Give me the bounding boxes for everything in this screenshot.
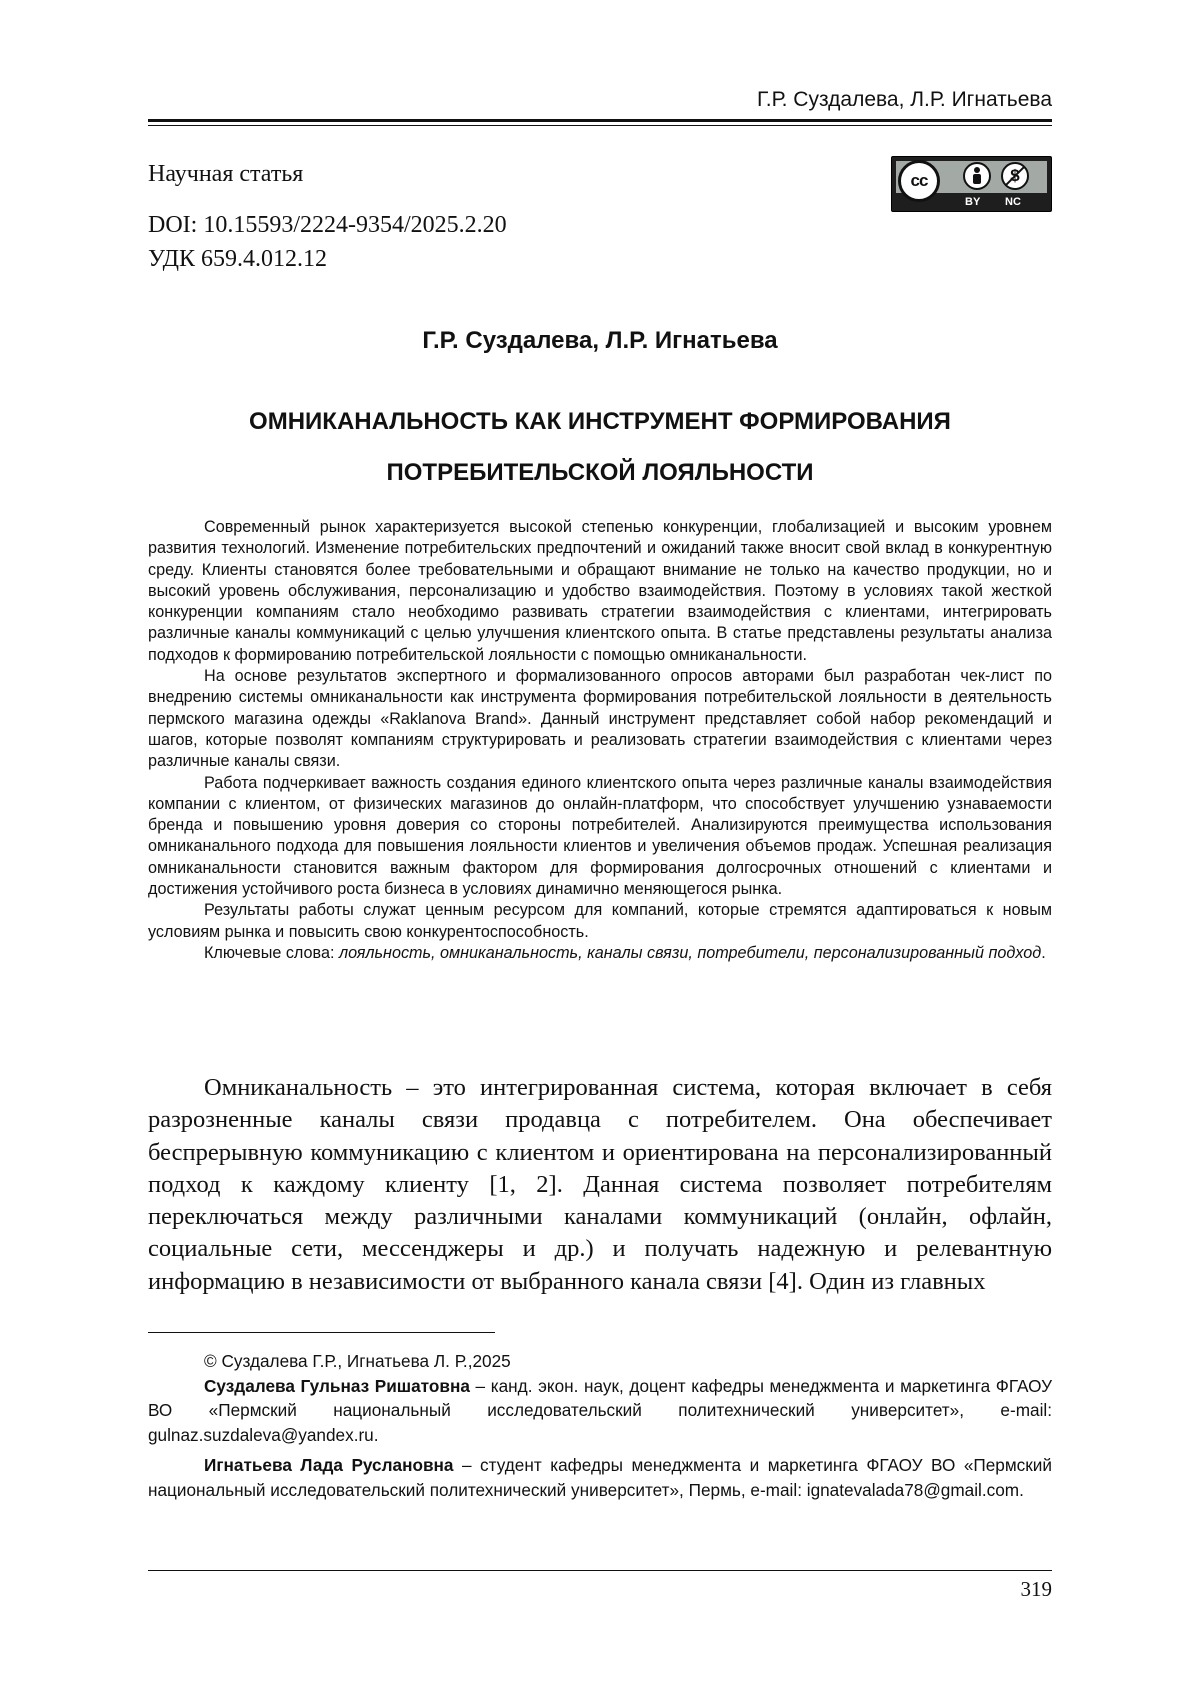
abstract-paragraph: Работа подчеркивает важность создания единого клиентского опыта через различные каналы взаимодействия компании с клиентом, от физических магазинов до онлайн-платформ, что способствует улучшению узнаваемости бренда и повышению уровня доверия со стороны потребителей. Анализируются преимущества использования омниканального подхода для повышения лояльности клиентов и увеличения объемов продаж. Успешная реализация омниканальности становится важным фактором для формирования долгосрочных отношений с клиентами и достижения устойчивого роста бизнеса в условиях динамично меняющегося рынка. bbox=[148, 773, 1052, 901]
abstract-paragraph: Современный рынок характеризуется высокой степенью конкуренции, глобализацией и высоким уровнем развития технологий. Изменение потребительских предпочтений и ожиданий также вносит свой вклад в конкурентную среду. Клиенты становятся более требовательными и обращают внимание не только на качество продукции, но и высокий уровень обслуживания, персонализацию и удобство взаимодействия. Поэтому в условиях такой жесткой конкуренции компаниям стало необходимо развивать стратегии взаимодействия с клиентами, интегрировать различные каналы коммуникаций с целью улучшения клиентского опыта. В статье представлены результаты анализа подходов к формированию потребительской лояльности с помощью омниканальности. bbox=[148, 517, 1052, 666]
article-title: ОМНИКАНАЛЬНОСТЬ КАК ИНСТРУМЕНТ ФОРМИРОВАНИЯ ПОТРЕБИТЕЛЬСКОЙ ЛОЯЛЬНОСТИ bbox=[148, 396, 1052, 498]
footer-rule bbox=[148, 1570, 1052, 1571]
author-2-info: – студент кафедры менеджмента и маркетинга ФГАОУ ВО «Пермский национальный исследовательский политехнический университет», Пермь, e-mail: ignatevalada78@gmail.com. bbox=[148, 1455, 1052, 1500]
cc-license-badge bbox=[891, 156, 1052, 212]
article-type: Научная статья bbox=[148, 160, 303, 188]
copyright-note: © Суздалева Г.Р., Игнатьева Л. Р.,2025 bbox=[148, 1349, 1052, 1374]
footnote-rule bbox=[148, 1332, 495, 1333]
author-note-1 bbox=[148, 1374, 1052, 1448]
running-header-text: Г.Р. Суздалева, Л.Р. Игнатьева bbox=[757, 88, 1052, 112]
keywords-label: Ключевые слова: bbox=[204, 944, 334, 962]
author-1-name: Суздалева Гульназ Ришатовна bbox=[204, 1376, 470, 1396]
header-rule-thick bbox=[148, 119, 1052, 122]
author-1-info: – канд. экон. наук, доцент кафедры менеджмента и маркетинга ФГАОУ ВО «Пермский национальный исследовательский политехнический университет», e-mail: gulnaz.suzdaleva@yandex.ru. bbox=[148, 1376, 1052, 1445]
author-2-name: Игнатьева Лада Руслановна bbox=[204, 1455, 453, 1475]
author-note-2 bbox=[148, 1453, 1052, 1502]
cc-icon bbox=[898, 160, 940, 202]
person-head bbox=[974, 167, 980, 173]
footnotes bbox=[148, 1349, 1052, 1503]
header-rule-thin bbox=[148, 125, 1052, 126]
page-number: 319 bbox=[1021, 1577, 1053, 1602]
body-paragraph: Омниканальность – это интегрированная система, которая включает в себя разрозненные каналы связи продавца с потребителем. Она обеспечивает беспрерывную коммуникацию с клиентом и ориентирована на персонализированный подход к каждому клиенту [1, 2]. Данная система позволяет потребителям переключаться между различными каналами коммуникаций (онлайн, офлайн, социальные сети, мессенджеры и др.) и получать надежную и релевантную информацию в независимости от выбранного канала связи [4]. Один из главных bbox=[148, 1072, 1052, 1298]
keywords-list: лояльность, омниканальность, каналы связи, потребители, персонализированный подход bbox=[339, 944, 1041, 962]
keywords: Ключевые слова: лояльность, омниканальность, каналы связи, потребители, персонализированный подход. bbox=[148, 943, 1052, 964]
journal-page bbox=[0, 0, 1200, 1705]
person-body bbox=[973, 174, 981, 184]
abstract-paragraph: Результаты работы служат ценным ресурсом для компаний, которые стремятся адаптироваться к новым условиям рынка и повысить свою конкурентоспособность. bbox=[148, 900, 1052, 943]
abstract-paragraph: На основе результатов экспертного и формализованного опросов авторами был разработан чек-лист по внедрению системы омниканальности как инструмента формирования потребительской лояльности в деятельность пермского магазина одежды «Raklanova Brand». Данный инструмент представляет собой набор рекомендаций и шагов, которые позволят компаниям структурировать и реализовать стратегии взаимодействия с клиентами через различные каналы связи. bbox=[148, 666, 1052, 772]
abstract bbox=[148, 517, 1052, 964]
body-text bbox=[148, 1072, 1052, 1298]
noncommercial-icon bbox=[1001, 162, 1029, 190]
doi: DOI: 10.15593/2224-9354/2025.2.20 bbox=[148, 211, 507, 239]
article-authors: Г.Р. Суздалева, Л.Р. Игнатьева bbox=[0, 327, 1200, 355]
license-by-label: BY bbox=[965, 196, 980, 208]
license-nc-label: NC bbox=[1005, 196, 1021, 208]
cc-icon-text: cc bbox=[911, 171, 928, 191]
running-header bbox=[148, 88, 1052, 122]
udk: УДК 659.4.012.12 bbox=[148, 245, 327, 273]
attribution-icon bbox=[963, 162, 991, 190]
